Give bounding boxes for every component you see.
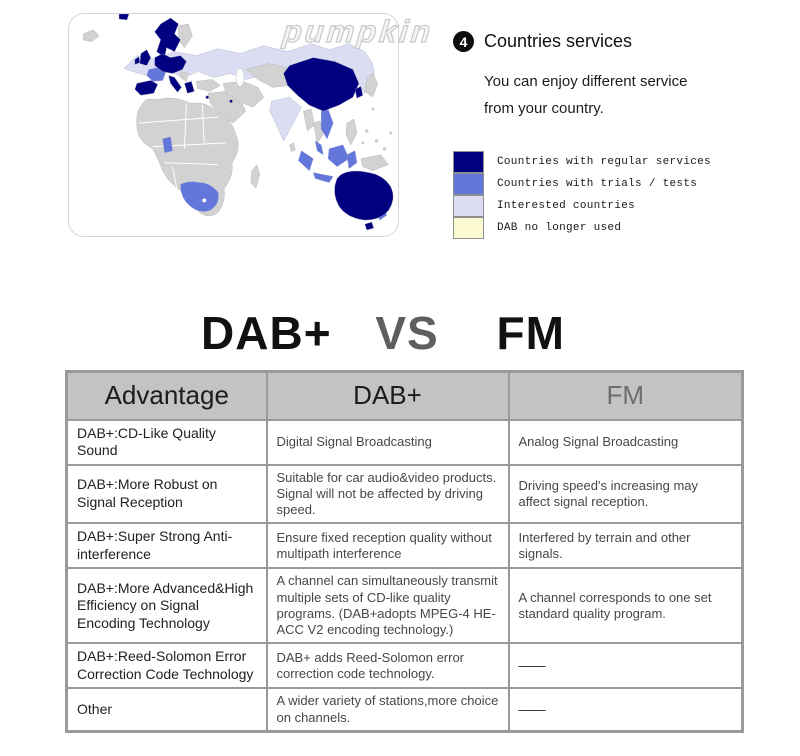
table-row	[67, 568, 743, 643]
dab-cell: Ensure fixed reception quality without multipath interference	[267, 523, 509, 568]
dab-cell: Digital Signal Broadcasting	[267, 420, 509, 465]
description-line: You can enjoy different service	[484, 73, 688, 90]
legend-item-regular	[453, 151, 798, 173]
section-title: Countries services	[484, 31, 633, 51]
dab-cell: Suitable for car audio&video products. Signal will not be affected by driving speed.	[267, 465, 509, 524]
table-row	[67, 420, 743, 465]
fm-cell: Driving speed's increasing may affect signal reception.	[509, 465, 743, 524]
legend-swatch-interested	[453, 195, 484, 217]
table-row	[67, 465, 743, 524]
legend-item-trials	[453, 173, 798, 195]
table-row	[67, 688, 743, 731]
legend-label: DAB no longer used	[497, 222, 622, 234]
header-advantage: Advantage	[67, 372, 267, 420]
advantage-cell: Other	[67, 688, 267, 731]
advantage-cell: DAB+:More Advanced&High Efficiency on Signal Encoding Technology	[67, 568, 267, 643]
fm-cell: ——	[509, 688, 743, 731]
table-row	[67, 523, 743, 568]
comparison-table	[65, 370, 744, 733]
header-fm: FM	[509, 372, 743, 420]
caspian-sea	[236, 69, 244, 87]
advantage-cell: DAB+:Super Strong Anti-interference	[67, 523, 267, 568]
title-word-fm: FM	[496, 307, 565, 359]
lesotho-dot	[202, 198, 206, 202]
title-word-vs: VS	[375, 307, 439, 359]
legend-swatch-unused	[453, 217, 484, 239]
legend-item-interested	[453, 195, 798, 217]
description-line: from your country.	[484, 100, 604, 117]
legend-swatch-regular	[453, 151, 484, 173]
header-dab: DAB+	[267, 372, 509, 420]
advantage-cell: DAB+:CD-Like Quality Sound	[67, 420, 267, 465]
pumpkin-watermark: pumpkin	[281, 14, 436, 49]
title-word-dab: DAB+	[201, 307, 332, 359]
legend-label: Countries with regular services	[497, 156, 711, 168]
table-row	[67, 643, 743, 688]
advantage-cell: DAB+:More Robust on Signal Reception	[67, 465, 267, 524]
legend-label: Countries with trials / tests	[497, 178, 698, 190]
fm-cell: Analog Signal Broadcasting	[509, 420, 743, 465]
map-legend	[453, 151, 798, 239]
fm-cell: Interfered by terrain and other signals.	[509, 523, 743, 568]
section-description	[453, 68, 798, 122]
comparison-title	[55, 306, 711, 360]
legend-swatch-trials	[453, 173, 484, 195]
section-heading	[453, 31, 798, 52]
fm-cell: ——	[509, 643, 743, 688]
advantage-cell: DAB+:Reed-Solomon Error Correction Code Technology	[67, 643, 267, 688]
legend-label: Interested countries	[497, 200, 636, 212]
step-number-badge: 4	[453, 31, 474, 52]
legend-item-unused	[453, 217, 798, 239]
dab-cell: A channel can simultaneously transmit multiple sets of CD-like quality programs. (DAB+adopts MPEG-4 HE-ACC V2 encoding technology.)	[267, 568, 509, 643]
dab-cell: DAB+ adds Reed-Solomon error correction code technology.	[267, 643, 509, 688]
countries-services-section	[453, 31, 798, 239]
dab-cell: A wider variety of stations,more choice on channels.	[267, 688, 509, 731]
table-header-row	[67, 372, 743, 420]
fm-cell: A channel corresponds to one set standard quality program.	[509, 568, 743, 643]
